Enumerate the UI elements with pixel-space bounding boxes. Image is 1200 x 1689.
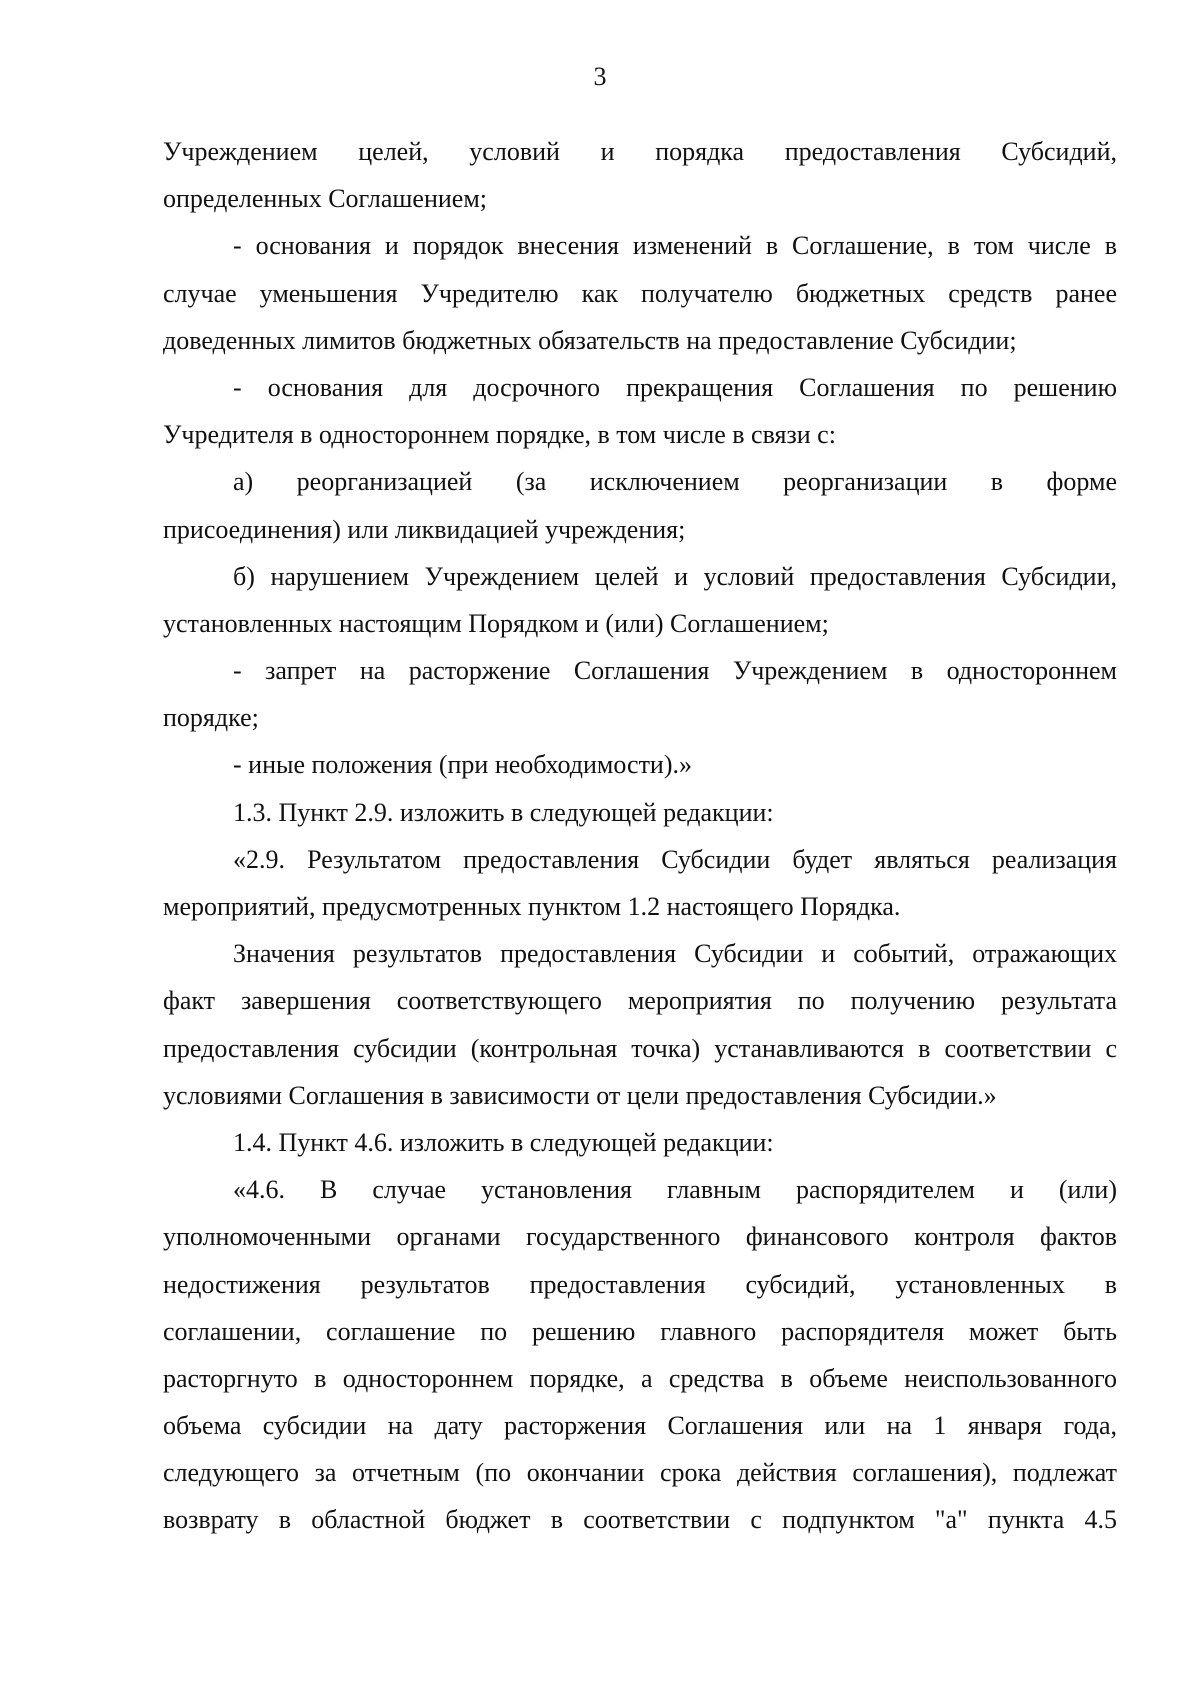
text-line: 1.3. Пункт 2.9. изложить в следующей редакции: — [233, 797, 774, 827]
text-line: Учредителя в одностороннем порядке, в том числе в связи с: — [163, 420, 836, 450]
text-line: факт завершения соответствующего мероприятия по получению результата — [163, 986, 1117, 1016]
text-line: Учреждением целей, условий и порядка предоставления Субсидий, — [163, 137, 1117, 166]
text-line: - иные положения (при необходимости).» — [233, 750, 692, 780]
text-line: объема субсидии на дату расторжения Соглашения или на 1 января года, — [163, 1411, 1117, 1441]
text-line: недостижения результатов предоставления субсидий, установленных в — [163, 1269, 1117, 1299]
page-number: 3 — [593, 62, 607, 91]
text-line: - основания для досрочного прекращения Соглашения по решению — [233, 372, 1117, 402]
text-line: случае уменьшения Учредителю как получателю бюджетных средств ранее — [163, 278, 1117, 308]
text-line: - основания и порядок внесения изменений в Соглашение, в том числе в — [233, 231, 1117, 261]
text-line: порядке; — [163, 703, 259, 733]
text-line: определенных Соглашением; — [163, 184, 487, 214]
document-body — [163, 128, 1117, 1544]
text-line: условиями Соглашения в зависимости от цели предоставления Субсидии.» — [163, 1080, 997, 1110]
text-line: присоединения) или ликвидацией учреждения; — [163, 514, 686, 544]
text-line: возврату в областной бюджет в соответствии с подпунктом "а" пункта 4.5 — [163, 1505, 1117, 1535]
text-line: 1.4. Пункт 4.6. изложить в следующей редакции: — [233, 1127, 774, 1157]
text-line: доведенных лимитов бюджетных обязательств на предоставление Субсидии; — [163, 325, 1017, 355]
text-line: предоставления субсидии (контрольная точка) устанавливаются в соответствии с — [163, 1033, 1117, 1063]
text-line: расторгнуто в одностороннем порядке, а средства в объеме неиспользованного — [163, 1363, 1117, 1393]
text-line: уполномоченными органами государственного финансового контроля фактов — [163, 1222, 1117, 1252]
text-line: б) нарушением Учреждением целей и условий предоставления Субсидии, — [233, 561, 1117, 591]
text-line: «4.6. В случае установления главным распорядителем и (или) — [233, 1175, 1117, 1205]
text-line: соглашении, соглашение по решению главного распорядителя может быть — [163, 1316, 1117, 1346]
text-line: а) реорганизацией (за исключением реорганизации в форме — [233, 467, 1117, 497]
text-line: - запрет на расторжение Соглашения Учреждением в одностороннем — [233, 656, 1117, 686]
text-line: Значения результатов предоставления Субсидии и событий, отражающих — [233, 939, 1117, 969]
text-line: установленных настоящим Порядком и (или) Соглашением; — [163, 608, 829, 638]
text-line: следующего за отчетным (по окончании срока действия соглашения), подлежат — [163, 1458, 1117, 1488]
text-line: «2.9. Результатом предоставления Субсидии будет являться реализация — [233, 844, 1117, 874]
text-line: мероприятий, предусмотренных пунктом 1.2 настоящего Порядка. — [163, 892, 901, 921]
